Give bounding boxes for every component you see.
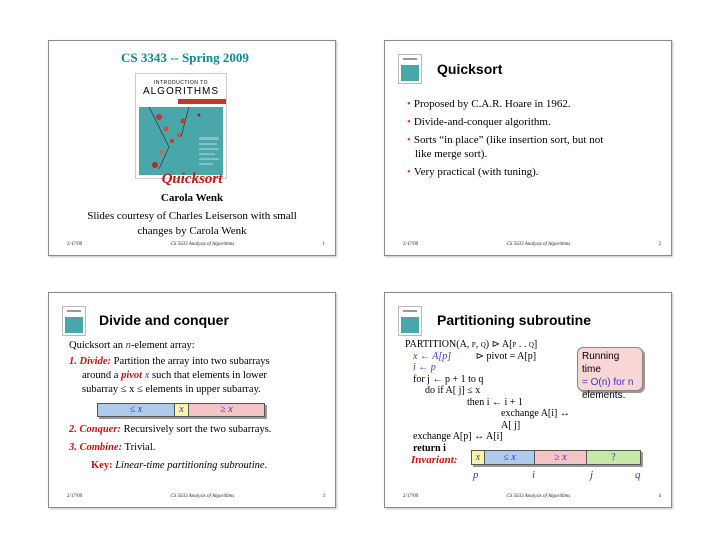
slide2-bullet-3-cont: like merge sort). <box>415 148 488 160</box>
footer-date: 2/17/09 <box>67 242 83 247</box>
bar-pivot: x <box>175 403 189 417</box>
slide1-footer <box>49 242 335 252</box>
slide2-footer <box>385 242 671 252</box>
slide-1[interactable] <box>48 40 336 256</box>
book-cover-top: INTRODUCTION TO <box>154 80 208 86</box>
book-cover-art <box>139 107 223 175</box>
footer-page: 3 <box>322 494 325 499</box>
slide-2[interactable] <box>384 40 672 256</box>
inv-upper: ≥ x <box>535 450 587 465</box>
slide4-title: Partitioning subroutine <box>437 312 591 328</box>
slide1-credit-line2: changes by Carola Wenk <box>137 225 247 237</box>
slide3-step-2: 2. Conquer: Recursively sort the two subarrays. <box>69 424 272 435</box>
book-cover-redband <box>178 99 226 104</box>
slide2-title: Quicksort <box>437 61 503 77</box>
code-line-3: i ← p <box>413 362 436 373</box>
slide3-intro: Quicksort an n-element array: <box>69 340 195 351</box>
footer-course: CS 5633 Analysis of Algorithms <box>170 242 235 247</box>
inv-lower: ≤ x <box>485 450 535 465</box>
code-line-7: exchange A[i] ↔ A[ j] <box>501 408 570 431</box>
footer-date: 2/17/09 <box>403 494 419 499</box>
footer-date: 2/17/09 <box>67 494 83 499</box>
code-line-1: PARTITION(A, p, q) ⊳ A[p . . q] <box>405 339 538 350</box>
slide3-step-1: 1. Divide: Partition the array into two subarrays <box>69 356 270 367</box>
footer-course: CS 5633 Analysis of Algorithms <box>506 494 571 499</box>
slide1-heading: CS 3343 -- Spring 2009 <box>121 50 249 65</box>
slide1-topic: Quicksort <box>161 171 223 187</box>
invariant-bar <box>471 450 641 465</box>
book-thumb-icon <box>398 54 422 84</box>
book-cover <box>135 73 227 179</box>
bullet-icon: • <box>407 98 411 110</box>
index-p: p <box>473 469 479 481</box>
slide3-step-1-line2: around a pivot x such that elements in lower <box>82 370 267 381</box>
code-line-4: for j ← p + 1 to q <box>413 373 484 385</box>
bar-upper: ≥ x <box>189 403 265 417</box>
slide3-title: Divide and conquer <box>99 312 229 328</box>
index-q: q <box>635 469 641 481</box>
footer-page: 1 <box>322 242 325 247</box>
code-line-5: do if A[ j] ≤ x <box>425 385 481 396</box>
bar-lower: ≤ x <box>97 403 175 417</box>
footer-page: 4 <box>658 494 661 499</box>
book-thumb-icon <box>398 306 422 336</box>
index-i: i <box>532 469 536 481</box>
book-thumb-icon <box>62 306 86 336</box>
inv-pivot: x <box>471 450 485 465</box>
slide-3[interactable] <box>48 292 336 508</box>
mobile-art-icon <box>139 107 223 175</box>
slide2-bullet-2: • Divide-and-conquer algorithm. <box>407 116 551 128</box>
code-line-8: exchange A[p] ↔ A[i] <box>413 431 503 442</box>
book-cover-title: ALGORITHMS <box>142 86 220 97</box>
slide1-credit-line1: Slides courtesy of Charles Leiserson with small <box>87 210 297 222</box>
footer-page: 2 <box>658 242 661 247</box>
bullet-icon: • <box>407 166 411 178</box>
footer-date: 2/17/09 <box>403 242 419 247</box>
slide1-author: Carola Wenk <box>160 192 224 204</box>
bullet-icon: • <box>407 134 411 146</box>
slide2-bullet-1: • Proposed by C.A.R. Hoare in 1962. <box>407 98 571 110</box>
footer-course: CS 5633 Analysis of Algorithms <box>506 242 571 247</box>
bullet-icon: • <box>407 116 411 128</box>
slide-4[interactable] <box>384 292 672 508</box>
index-j: j <box>590 469 594 481</box>
slide2-bullet-4: • Very practical (with tuning). <box>407 166 539 178</box>
partition-bar <box>97 403 265 417</box>
code-line-9: return i <box>413 442 446 454</box>
slide3-step-1-line3: subarray ≤ x ≤ elements in upper subarray. <box>82 384 261 395</box>
slide3-step-3: 3. Combine: Trivial. <box>69 442 156 453</box>
slide4-footer <box>385 494 671 504</box>
slide2-bullet-3: • Sorts “in place” (like insertion sort, but not <box>407 134 604 146</box>
invariant-label: Invariant: <box>411 454 458 466</box>
inv-unknown: ? <box>587 450 641 465</box>
code-line-6: then i ← i + 1 <box>467 396 523 408</box>
running-time-note: Running time = O(n) for n elements. <box>577 347 643 391</box>
slide3-footer <box>49 494 335 504</box>
slide3-key: Key: Linear-time partitioning subroutine. <box>91 460 268 471</box>
footer-course: CS 5633 Analysis of Algorithms <box>170 494 235 499</box>
code-line-2: x ← A[p] ⊳ pivot = A[p] <box>413 350 537 362</box>
